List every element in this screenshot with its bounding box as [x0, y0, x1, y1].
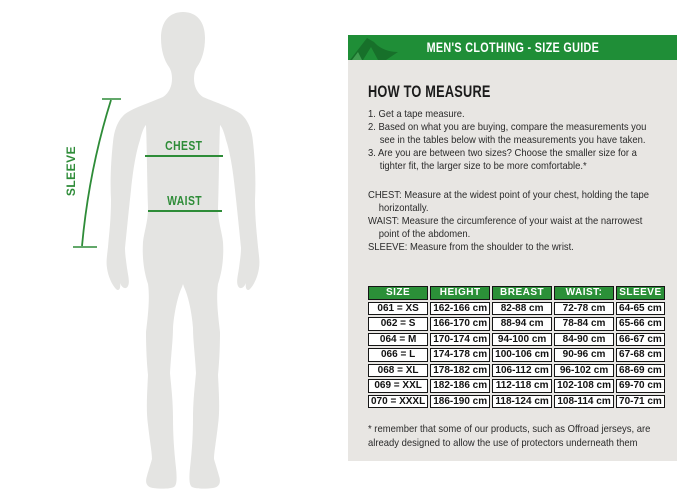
footnote: * remember that some of our products, such as Offroad jerseys, are already designed to allow the use of protectors underneath them — [368, 423, 651, 449]
sleeve-measure-line — [82, 100, 111, 246]
size-table-cell: 182-186 cm — [430, 379, 490, 393]
size-table — [366, 284, 667, 410]
panel-title: MEN'S CLOTHING - SIZE GUIDE — [426, 40, 599, 55]
size-table-cell: 84-90 cm — [554, 333, 614, 347]
size-table-cell: 65-66 cm — [616, 317, 665, 331]
size-table-cell: 170-174 cm — [430, 333, 490, 347]
size-table-cell: 69-70 cm — [616, 379, 665, 393]
size-table-cell: 108-114 cm — [554, 395, 614, 409]
measure-step: 2. Based on what you are buying, compare the measurements you see in the tables below with the measurements you have taken. — [368, 121, 647, 146]
size-table-cell: 186-190 cm — [430, 395, 490, 409]
size-guide-panel — [348, 35, 677, 461]
size-table-row — [368, 302, 665, 316]
size-table-cell: 070 = XXXL — [368, 395, 428, 409]
panel-body — [348, 83, 677, 450]
size-table-row — [368, 333, 665, 347]
waist-label: WAIST — [167, 193, 203, 209]
size-table-cell: 70-71 cm — [616, 395, 665, 409]
size-table-cell: 061 = XS — [368, 302, 428, 316]
size-table-cell: 166-170 cm — [430, 317, 490, 331]
size-table-cell: 100-106 cm — [492, 348, 552, 362]
section-title-text: HOW TO MEASURE — [368, 82, 491, 101]
size-table-cell: 174-178 cm — [430, 348, 490, 362]
panel-header — [348, 35, 677, 60]
measure-step: 3. Are you are between two sizes? Choose the smaller size for a tighter fit, the larger size to be more comfortable.* — [368, 147, 637, 172]
size-table-row — [368, 395, 665, 409]
sleeve-label: SLEEVE — [64, 145, 78, 197]
size-table-cell: 102-108 cm — [554, 379, 614, 393]
size-table-cell: 72-78 cm — [554, 302, 614, 316]
size-table-cell: 94-100 cm — [492, 333, 552, 347]
size-table-row — [368, 379, 665, 393]
size-table-cell: 67-68 cm — [616, 348, 665, 362]
size-table-cell: 82-88 cm — [492, 302, 552, 316]
size-table-cell: 90-96 cm — [554, 348, 614, 362]
size-table-header-cell: BREAST — [492, 286, 552, 300]
size-table-cell: 118-124 cm — [492, 395, 552, 409]
size-table-header-row — [368, 286, 665, 300]
size-table-row — [368, 317, 665, 331]
section-title — [368, 83, 661, 101]
size-table-cell: 66-67 cm — [616, 333, 665, 347]
male-silhouette — [107, 12, 260, 489]
size-table-row — [368, 348, 665, 362]
size-table-header-cell: WAIST: — [554, 286, 614, 300]
size-table-header-cell: SIZE — [368, 286, 428, 300]
measure-definition-sleeve: SLEEVE: Measure from the shoulder to the wrist. — [368, 241, 574, 253]
size-table-cell: 64-65 cm — [616, 302, 665, 316]
size-table-cell: 106-112 cm — [492, 364, 552, 378]
size-table-cell: 78-84 cm — [554, 317, 614, 331]
size-table-cell: 178-182 cm — [430, 364, 490, 378]
brand-logo-icon — [350, 37, 406, 60]
measure-steps — [368, 108, 661, 173]
size-table-cell: 068 = XL — [368, 364, 428, 378]
measure-definition-waist: WAIST: Measure the circumference of your waist at the narrowest point of the abdomen. — [368, 215, 643, 240]
measure-definitions — [368, 189, 661, 254]
chest-label: CHEST — [165, 138, 203, 154]
size-table-cell: 96-102 cm — [554, 364, 614, 378]
measure-step: 1. Get a tape measure. — [368, 108, 465, 120]
size-table-cell: 68-69 cm — [616, 364, 665, 378]
size-table-cell: 064 = M — [368, 333, 428, 347]
size-table-header-cell: HEIGHT — [430, 286, 490, 300]
size-table-cell: 062 = S — [368, 317, 428, 331]
size-table-row — [368, 364, 665, 378]
size-table-cell: 162-166 cm — [430, 302, 490, 316]
size-table-cell: 112-118 cm — [492, 379, 552, 393]
size-table-cell: 069 = XXL — [368, 379, 428, 393]
size-table-header-cell: SLEEVE — [616, 286, 665, 300]
size-table-cell: 88-94 cm — [492, 317, 552, 331]
body-measurement-figure — [43, 10, 303, 490]
footnote-block — [368, 422, 661, 450]
size-table-cell: 066 = L — [368, 348, 428, 362]
measure-definition-chest: CHEST: Measure at the widest point of your chest, holding the tape horizontally. — [368, 189, 650, 214]
